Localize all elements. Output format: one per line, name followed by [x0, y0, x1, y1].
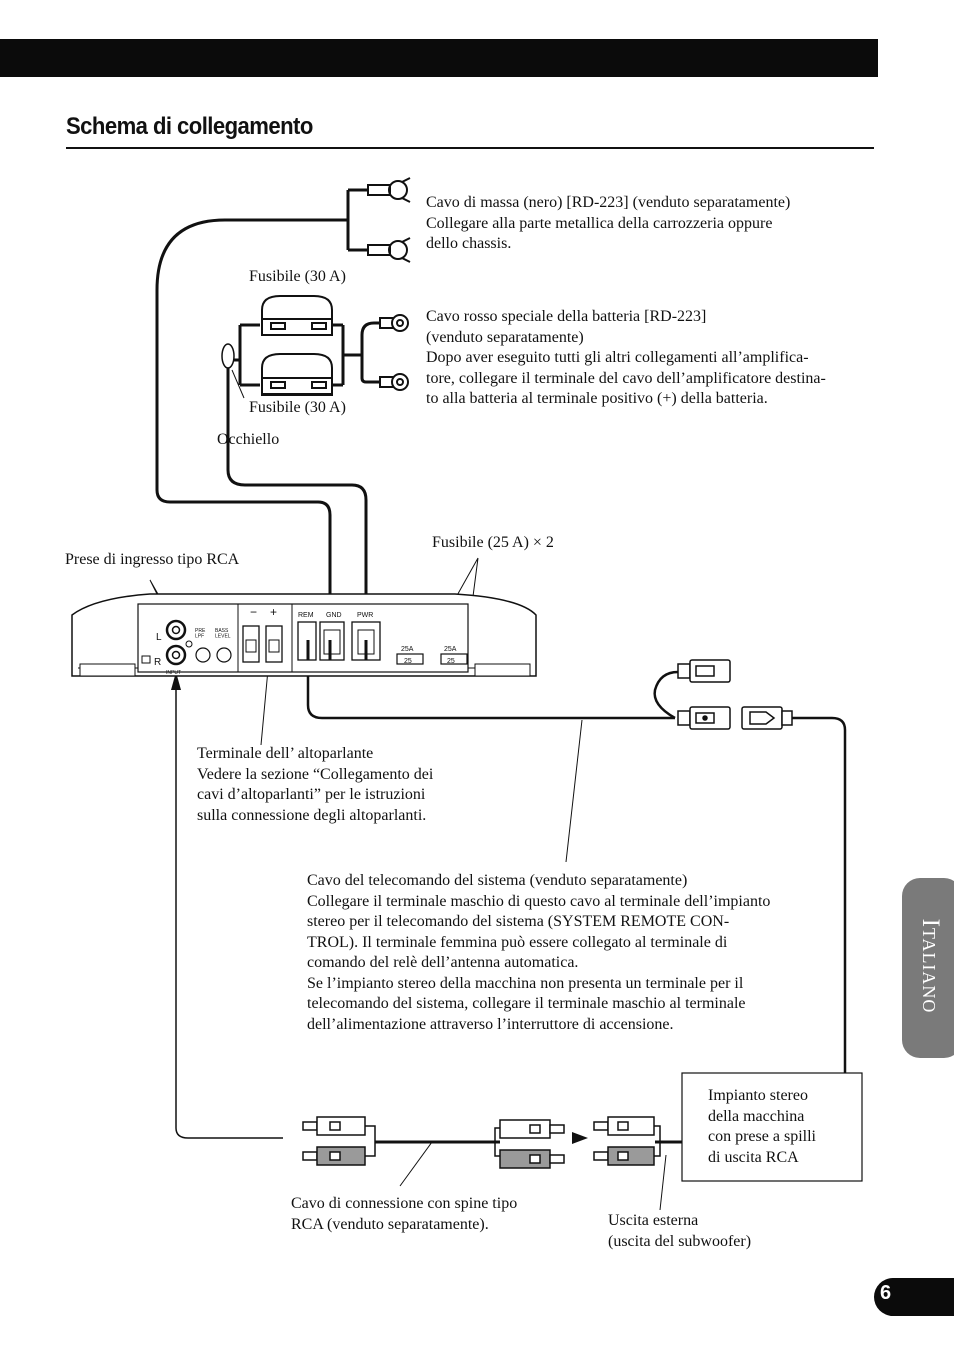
remote-female-connector: [678, 660, 730, 682]
bass-level-label: BASS LEVEL: [215, 628, 231, 640]
ground-cable-label: Cavo di massa (nero) [RD-223] (venduto separatamente) Collegare alla parte metallica della carrozzeria oppure dello chassis.: [426, 194, 791, 252]
input-r-label: R: [154, 657, 162, 668]
fuse-holder-bottom: [262, 354, 332, 395]
rca-plugs-head-end: [495, 1120, 564, 1168]
battery-branch: [362, 323, 382, 382]
fuse-bottom-label: Fusibile (30 A): [249, 399, 346, 416]
amp-plus-label: +: [270, 605, 278, 619]
remote-cable-label: Cavo del telecomando del sistema (venduto separatamente) Collegare il terminale maschio di questo cavo al terminale dell’impianto stereo per il telecomando del sistema (SYSTEM REMOTE CON- TROL). Il terminale femmina può essere collegato al terminale di comando del relè dell’antenna automatica. Se l’impianto stereo della macchina non presenta un terminale per il telecomando del sistema, collegare il terminale maschio al terminale dell’alimentazione attraverso l’interruttore di accensione.: [307, 872, 771, 1033]
amplifier: [72, 594, 536, 676]
fuse-25-label: Fusibile (25 A) × 2: [432, 534, 554, 551]
rca-plugs-amp-end: [303, 1117, 375, 1165]
pre-lpf-knob: [196, 648, 210, 662]
pre-lpf-label: PRE LPF: [195, 628, 206, 640]
speaker-terminal-label: Terminale dell’ altoparlante Vedere la sezione “Collegamento dei cavi d’altoparlanti” per le istruzioni sulla connessione degli altoparlanti.: [197, 745, 434, 824]
battery-ring-bottom: [380, 374, 408, 390]
rca-inputs-label: Prese di ingresso tipo RCA: [65, 551, 240, 568]
battery-ring-top: [380, 315, 408, 331]
amp-fuse-a-label: 25A: [401, 646, 414, 653]
rca-output-jacks: [594, 1117, 660, 1165]
language-tab-label: Italiano: [917, 918, 944, 1014]
grommet-label: Occhiello: [217, 431, 280, 448]
page-number: 6: [880, 1282, 892, 1304]
pwr-label: PWR: [357, 612, 374, 619]
head-unit-remote-connector: [742, 707, 792, 729]
grommet: [222, 344, 234, 368]
head-unit-remote: [792, 718, 845, 1075]
page-title: Schema di collegamento: [66, 113, 313, 140]
remote-male-connector: [678, 707, 730, 729]
amp-fuse-a-value: 25: [404, 658, 412, 665]
fuse-top-label: Fusibile (30 A): [249, 268, 346, 285]
rca-direction-arrow: [572, 1132, 588, 1144]
fuse-holder-top: [262, 296, 332, 335]
rca-cable-label: Cavo di connessione con spine tipo RCA (venduto separatamente).: [291, 1195, 518, 1233]
amp-fuse-b-label: 25A: [444, 646, 457, 653]
bass-level-knob: [217, 648, 231, 662]
amp-fuse-b-value: 25: [447, 658, 455, 665]
ground-lug-branch: [348, 190, 368, 250]
head-unit-label: Impianto stereo della macchina con prese a spilli di uscita RCA: [708, 1087, 816, 1166]
ground-lug-bottom: [368, 238, 410, 262]
input-label: INPUT: [166, 670, 181, 676]
gnd-label: GND: [326, 612, 342, 619]
battery-cable-label: Cavo rosso speciale della batteria [RD-223] (venduto separatamente) Dopo aver eseguito tutti gli altri collegamenti all’amplifica- tore, collegare il terminale del cavo dell’amplificatore destina- to alla batteria al terminale positivo (+) della batteria.: [426, 308, 826, 407]
external-output-label: Uscita esterna (uscita del subwoofer): [608, 1212, 752, 1250]
fuse-branch-right: [330, 325, 362, 385]
rem-label: REM: [298, 612, 314, 619]
amp-minus-label: −: [250, 605, 258, 619]
input-l-label: L: [156, 632, 162, 643]
remote-branch: [655, 672, 678, 718]
ground-lug-top: [368, 178, 410, 202]
